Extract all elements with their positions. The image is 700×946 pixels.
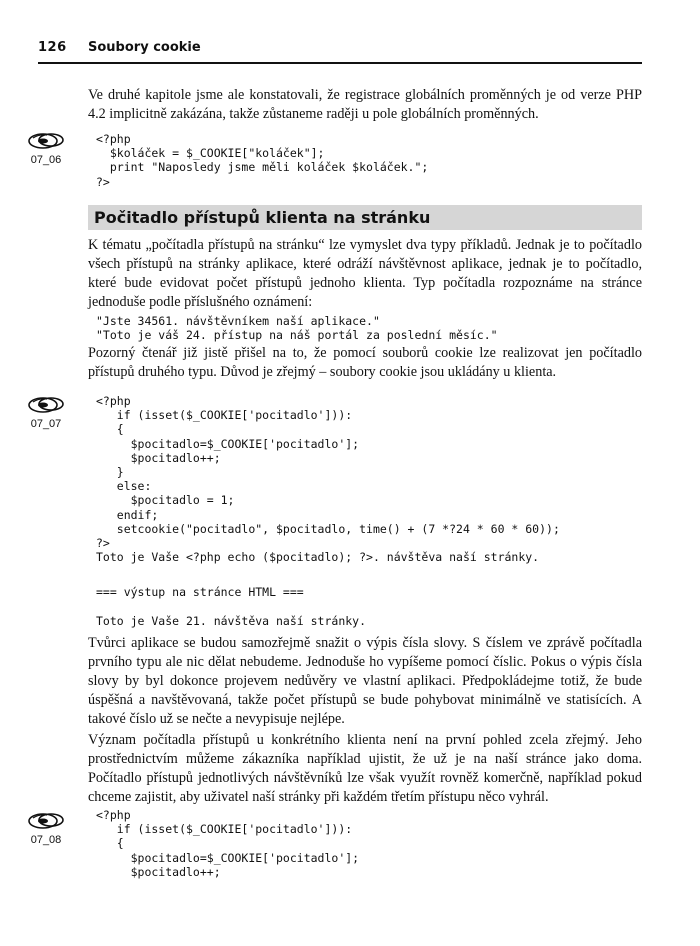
code-listing-3 xyxy=(96,808,359,879)
code-listing-2 xyxy=(96,394,560,564)
paragraph-cookie-limitation: Pozorný čtenář již jistě přišel na to, že pomocí souborů cookie lze realizovat jen počítadlo přístupů druhého typu. Důvod je zřejmý – soubory cookie jsou ukládány u klienta. xyxy=(88,345,642,380)
section-title: Počitadlo přístupů klienta na stránku xyxy=(94,208,431,227)
output-line: Toto je Vaše 21. návštěva naší stránky. xyxy=(96,614,367,628)
code-line: setcookie("pocitadlo", $pocitadlo, time() + (7 *?24 * 60 * 60)); xyxy=(96,521,560,536)
code-line: ?> xyxy=(96,174,110,189)
code-line: $pocitadlo=$_COOKIE['pocitadlo']; xyxy=(96,850,360,865)
running-header xyxy=(38,38,642,58)
example-marker-07-06 xyxy=(22,130,70,166)
code-line: $pocitadlo=$_COOKIE['pocitadlo']; xyxy=(96,436,360,451)
code-line: endif; xyxy=(96,507,159,522)
cd-disc-icon xyxy=(27,394,65,416)
chapter-title: Soubory cookie xyxy=(88,40,201,55)
code-line: } xyxy=(96,465,124,480)
code-line: $koláček = $_COOKIE["koláček"]; xyxy=(96,146,325,161)
code-line: $pocitadlo++; xyxy=(96,864,221,879)
example-messages xyxy=(96,314,498,342)
paragraph-number-words: Tvůrci aplikace se budou samozřejmě snažit o výpis čísla slovy. S číslem ve zprávě počítadla prvního typu ale nic dělat nebudeme. Jednoduše ho vypíšeme pomocí číslic. Pokus o výpis čísla slovy by byl dokonce projevem nedůvěry ve vlastní aplikaci. Předpokládejme totiž, že bude úspěšná a navštěvovaná, takže počet přístupů se bude pohybovat minimálně ve statisících. A takové číslo už se nečte a nevypisuje nejlépe. xyxy=(88,635,642,727)
code-line: <?php xyxy=(96,808,131,822)
header-rule xyxy=(38,62,642,64)
cd-disc-icon xyxy=(27,130,65,152)
example-marker-07-07 xyxy=(22,394,70,430)
output-label: === výstup na stránce HTML === xyxy=(96,585,304,599)
example-label: 07_06 xyxy=(30,154,62,166)
code-line: { xyxy=(96,422,124,437)
code-line: if (isset($_COOKIE['pocitadlo'])): xyxy=(96,822,353,837)
code-line: print "Naposledy jsme měli koláček $koláček."; xyxy=(96,160,429,175)
code-line: ?> xyxy=(96,536,110,551)
code-line: else: xyxy=(96,479,152,494)
paragraph-counter-types: K tématu „počítadla přístupů na stránku“ lze vymyslet dva typy příkladů. Jednak je to počítadlo všech přístupů na stránky aplikace, které odráží návštěvnost aplikace, jednak je to počítadlo, které bude evidovat počet přístupů jednoho klienta. Typ počítadla rozpoznáme na stránce jednoduše podle příslušného oznámení: xyxy=(88,237,642,310)
code-line: "Jste 34561. návštěvníkem naší aplikace." xyxy=(96,314,380,328)
code-line: $pocitadlo = 1; xyxy=(96,493,235,508)
example-label: 07_08 xyxy=(30,834,62,846)
code-line: <?php xyxy=(96,394,131,408)
code-line: if (isset($_COOKIE['pocitadlo'])): xyxy=(96,408,353,423)
example-marker-07-08 xyxy=(22,810,70,846)
code-line: <?php xyxy=(96,132,131,146)
paragraph-client-counter: Význam počítadla přístupů u konkrétního klienta není na první pohled zcela zřejmý. Jeho prostřednictvím můžeme zákazníka například ujistit, že už je na naší stránce jako doma. Počítadlo přístupů jednotlivých návštěvníků lze však využít rovněž komerčně, například pokud chceme zajistit, aby uživatel naší stránky při každém třetím přístupu něco vyhrál. xyxy=(88,732,642,805)
code-line: "Toto je váš 24. přístup na náš portál za poslední měsíc." xyxy=(96,328,498,343)
cd-disc-icon xyxy=(27,810,65,832)
section-heading-bar xyxy=(88,205,642,230)
example-label: 07_07 xyxy=(30,418,62,430)
code-line: $pocitadlo++; xyxy=(96,450,221,465)
code-listing-1 xyxy=(96,132,428,189)
code-line: { xyxy=(96,836,124,851)
intro-paragraph: Ve druhé kapitole jsme ale konstatovali, že registrace globálních proměnných je od verze PHP 4.2 implicitně zakázána, takže zůstaneme raději u pole globálních proměnných. xyxy=(88,87,642,122)
code-line: Toto je Vaše <?php echo ($pocitadlo); ?>. návštěva naší stránky. xyxy=(96,550,540,565)
page-number: 126 xyxy=(38,40,67,55)
